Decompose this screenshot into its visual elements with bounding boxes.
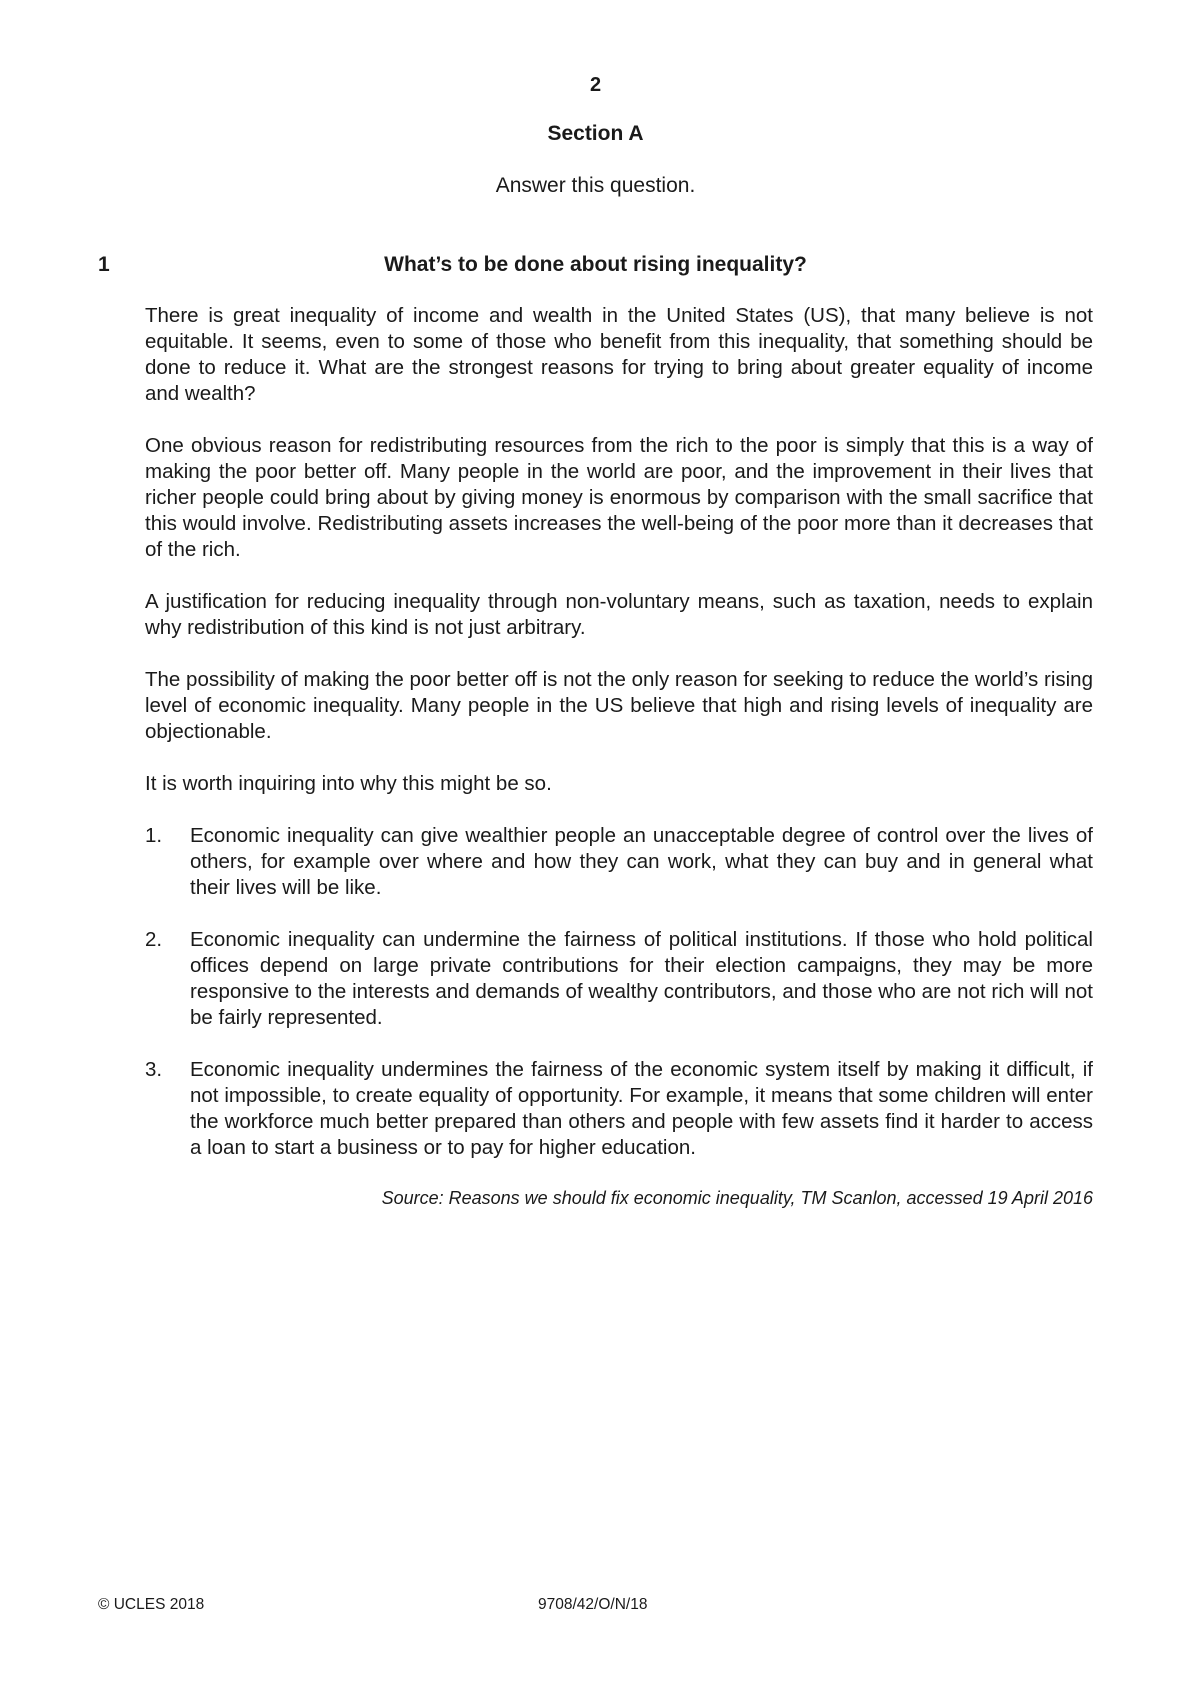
list-item-number: 2. [145, 928, 163, 951]
list-item-text: Economic inequality can undermine the fairness of political institutions. If those who hold political offices depend on large private contributions for their election campaigns, they may be more responsive to the interests and demands of wealthy contributors, and those who are not rich will not be fairly represented. [190, 928, 1093, 1029]
paragraph: There is great inequality of income and wealth in the United States (US), that many believe is not equitable. It seems, even to some of those who benefit from this inequality, that something should be done to reduce it. What are the strongest reasons for trying to bring about greater equality of income and wealth? [145, 304, 1093, 405]
section-title: Section A [547, 122, 644, 145]
paragraph: One obvious reason for redistributing resources from the rich to the poor is simply that this is a way of making the poor better off. Many people in the world are poor, and the improvement in their lives that richer people could bring about by giving money is enormous by comparison with the small sacrifice that this would involve. Redistributing assets increases the well-being of the poor more than it decreases that of the rich. [145, 434, 1093, 561]
footer-code: 9708/42/O/N/18 [538, 1596, 648, 1613]
page-number: 2 [589, 74, 602, 96]
paragraph: The possibility of making the poor better off is not the only reason for seeking to reduce the world’s rising level of economic inequality. Many people in the US believe that high and rising levels of inequality are objectionable. [145, 668, 1093, 743]
list-item [145, 1057, 1093, 1161]
question-number: 1 [98, 253, 110, 276]
list-item [145, 927, 1093, 1031]
list-item-number: 1. [145, 824, 163, 847]
question-title: What’s to be done about rising inequality? [384, 253, 807, 276]
instruction-text: Answer this question. [495, 174, 696, 197]
paragraph: It is worth inquiring into why this might be so. [145, 772, 552, 795]
footer-copyright: © UCLES 2018 [98, 1596, 205, 1613]
list-item-number: 3. [145, 1058, 163, 1081]
source-citation: Source: Reasons we should fix economic inequality, TM Scanlon, accessed 19 April 2016 [381, 1188, 1093, 1208]
paragraph: A justification for reducing inequality through non-voluntary means, such as taxation, needs to explain why redistribution of this kind is not just arbitrary. [145, 590, 1093, 639]
list-item-text: Economic inequality can give wealthier people an unacceptable degree of control over the lives of others, for example over where and how they can work, what they can buy and in general what their lives will be like. [190, 824, 1093, 899]
reasons-list [145, 823, 1093, 1161]
passage [145, 303, 1093, 1211]
list-item-text: Economic inequality undermines the fairness of the economic system itself by making it difficult, if not impossible, to create equality of opportunity. For example, it means that some children will enter the workforce much better prepared than others and people with few assets find it harder to access a loan to start a business or to pay for higher education. [190, 1058, 1093, 1159]
list-item [145, 823, 1093, 901]
